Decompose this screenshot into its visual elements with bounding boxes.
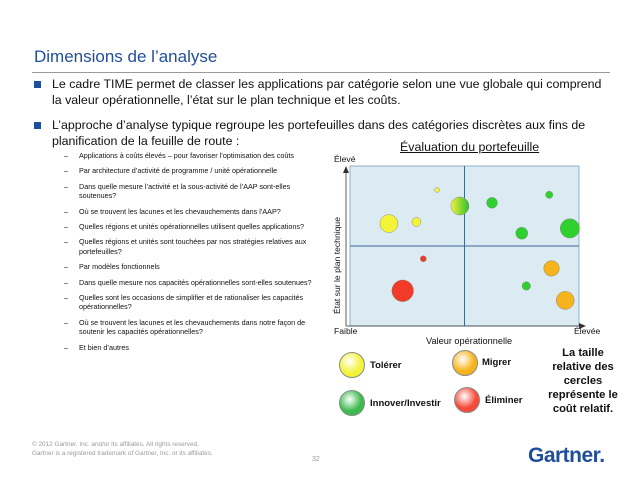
copyright-notice: © 2012 Gartner, Inc. and/or its affiliates. All rights reserved. Gartner is a registered trademark of Gartner, Inc. or its affiliates.	[32, 441, 213, 457]
slide-title: Dimensions de l’analyse	[34, 47, 218, 66]
sub-item: – Dans quelle mesure nos capacités opérationnelles sont-elles soutenues?	[64, 277, 312, 287]
sub-item: – Où se trouvent les lacunes et les chevauchements dans l’AAP?	[64, 206, 281, 216]
dash-marker: –	[64, 262, 68, 272]
dash-marker: –	[64, 293, 68, 303]
bullet-time-framework	[52, 76, 612, 108]
title-divider	[32, 72, 610, 73]
legend-tolerate-label: Tolérer	[370, 360, 402, 371]
data-point-9	[546, 191, 553, 198]
y-axis-arrow-icon	[343, 166, 349, 173]
sub-item: – Où se trouvent les lacunes et les chevauchements dans notre façon de soutenir les capacités opérationnelles?	[64, 317, 306, 337]
dash-marker: –	[64, 166, 68, 176]
data-point-11	[522, 282, 530, 290]
bullet-text: Le cadre TIME permet de classer les applications par catégorie selon une vue globale qui comprend la valeur opérationnelle, l’état sur le plan technique et les coûts.	[52, 77, 602, 107]
legend-eliminate-label: Éliminer	[485, 395, 523, 406]
chart-title: Évaluation du portefeuille	[400, 140, 540, 154]
portfolio-matrix-chart	[330, 152, 630, 347]
x-tick-low: Faible	[334, 326, 358, 336]
sub-item: – Dans quelle mesure l’activité et la sous-activité de l’AAP sont-elles soutenues?	[64, 181, 291, 201]
bullet-text: L’approche d’analyse typique regroupe les portefeuilles dans des catégories discrètes aux fins de planification de la feuille de route :	[52, 118, 586, 148]
sub-item: – Par architecture d’activité de programme / unité opérationnelle	[64, 166, 278, 176]
sub-item: – Quelles sont les occasions de simplifier et de rationaliser les capacités opérationnelles?	[64, 293, 304, 312]
data-point-7	[487, 197, 498, 208]
data-point-1	[380, 215, 398, 233]
circle-size-note: La taille relative des cercles représente le coût relatif.	[548, 347, 618, 415]
dash-marker: –	[64, 342, 68, 352]
dash-marker: –	[64, 317, 68, 327]
dash-marker: –	[64, 277, 68, 287]
data-point-10	[560, 219, 579, 238]
legend-migrate-label: Migrer	[482, 357, 512, 368]
y-tick-high: Élevé	[334, 154, 356, 164]
gartner-logo: Gartner.	[528, 444, 605, 467]
data-point-8	[516, 227, 528, 239]
square-bullet-icon	[34, 122, 41, 129]
legend-eliminate-swatch	[454, 387, 480, 413]
data-point-6	[392, 280, 414, 302]
data-point-12	[544, 261, 560, 277]
legend-innovate-label: Innover/Investir	[370, 398, 441, 409]
legend-tolerate-swatch	[339, 352, 365, 378]
x-axis-label: Valeur opérationnelle	[426, 336, 513, 346]
data-point-4	[451, 197, 469, 215]
sub-item-list	[64, 151, 326, 358]
data-point-13	[556, 291, 574, 309]
sub-item: – Quelles régions et unités opérationnelles utilisent quelles applications?	[64, 222, 304, 232]
y-axis-label: État sur le plan technique	[332, 217, 342, 314]
dash-marker: –	[64, 206, 68, 216]
dash-marker: –	[64, 151, 68, 160]
x-tick-high: Élevée	[574, 326, 601, 336]
legend-migrate-swatch	[452, 350, 478, 376]
dash-marker: –	[64, 181, 68, 191]
sub-item: – Et bien d’autres	[64, 342, 129, 352]
data-point-5	[420, 256, 426, 262]
legend-innovate-swatch	[339, 390, 365, 416]
sub-item: – Quelles régions et unités sont touchées par nos stratégies relatives aux portefeuilles?	[64, 237, 307, 256]
sub-item: – Par modèles fonctionnels	[64, 262, 160, 272]
data-point-3	[435, 188, 440, 193]
square-bullet-icon	[34, 81, 41, 88]
sub-item: – Applications à coûts élevés – pour favoriser l’optimisation des coûts	[64, 151, 294, 160]
page-number: 32	[312, 456, 320, 463]
dash-marker: –	[64, 222, 68, 232]
dash-marker: –	[64, 237, 68, 247]
data-point-2	[412, 218, 421, 227]
